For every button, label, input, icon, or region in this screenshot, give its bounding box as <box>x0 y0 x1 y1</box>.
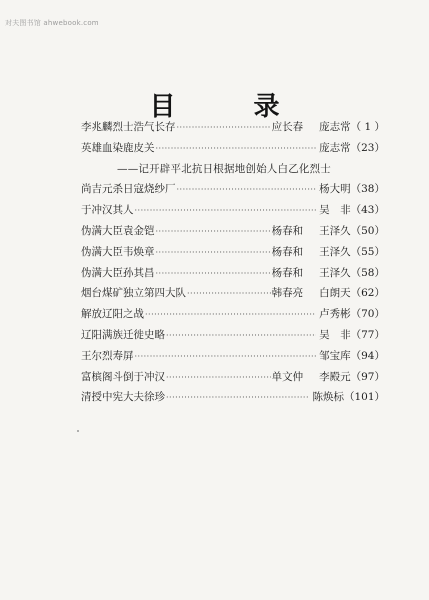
entry-page: 李殿元（97） <box>319 370 385 383</box>
toc-entry <box>81 369 385 390</box>
entry-title: 伪满大臣袁金铠 <box>81 224 155 237</box>
entry-page: 吴 非（43） <box>319 204 385 217</box>
entry-title: 英雄血染鹿皮关 <box>81 141 155 154</box>
leader-dots <box>187 289 271 298</box>
entry-page: 卢秀彬（70） <box>319 308 385 321</box>
toc-entry <box>81 389 385 410</box>
entry-author: 应长春 <box>271 121 304 133</box>
page-title <box>0 86 429 123</box>
leader-dots <box>156 144 317 153</box>
toc-entry <box>81 306 385 327</box>
title-char-left: 目 <box>149 92 176 122</box>
entry-page: 庞志常（23） <box>319 141 385 154</box>
leader-dots <box>156 248 271 257</box>
toc-entry <box>81 181 385 202</box>
entry-page: 吴 非（77） <box>319 328 385 341</box>
entry-title: 王尔烈寿屏 <box>81 349 134 362</box>
toc-entry <box>81 223 385 244</box>
entry-author: 杨春和 <box>271 224 304 237</box>
entry-subtitle: ——记开辟平北抗日根据地创始人白乙化烈士 <box>117 162 331 175</box>
entry-page: 杨大明（38） <box>319 183 385 196</box>
entry-page: 王泽久（50） <box>319 224 385 237</box>
toc-entry <box>81 327 385 348</box>
entry-page: 王泽久（55） <box>319 245 385 258</box>
leader-dots <box>145 310 316 319</box>
entry-page: 庞志常（ 1 ） <box>319 121 385 133</box>
leader-dots <box>177 123 271 132</box>
leader-dots <box>156 269 271 278</box>
entry-page: 王泽久（58） <box>319 266 385 279</box>
entry-page: 白朗天（62） <box>319 287 385 300</box>
entry-title: 清授中宪大夫徐珍 <box>81 391 165 404</box>
entry-page: 邹宝库（94） <box>319 349 385 362</box>
entry-title: 伪满大臣韦焕章 <box>81 245 155 258</box>
toc-entry <box>81 244 385 265</box>
toc-subtitle <box>81 161 385 182</box>
entry-author: 韩春亮 <box>271 287 304 300</box>
leader-dots <box>135 352 317 361</box>
entry-author: 杨春和 <box>271 266 304 279</box>
table-of-contents <box>81 119 385 410</box>
watermark-text: 对夫图书馆 ahwebook.com <box>5 19 99 27</box>
leader-dots <box>156 227 271 236</box>
entry-title: 伪满大臣孙其昌 <box>81 266 155 279</box>
leader-dots <box>166 373 271 382</box>
entry-author: 杨春和 <box>271 245 304 258</box>
entry-title: 解放辽阳之战 <box>81 308 144 321</box>
toc-entry <box>81 119 385 140</box>
paper-speck <box>77 430 79 432</box>
toc-entry <box>81 202 385 223</box>
leader-dots <box>166 331 316 340</box>
entry-title: 尚吉元杀日寇烧纱厂 <box>81 183 176 196</box>
toc-entry <box>81 265 385 286</box>
entry-title: 辽阳满族迁徙史略 <box>81 328 165 341</box>
toc-entry <box>81 348 385 369</box>
leader-dots <box>166 393 309 402</box>
toc-entry <box>81 285 385 306</box>
entry-title: 李兆麟烈士浩气长存 <box>81 121 176 133</box>
entry-title: 富槟阁斗倒于冲汉 <box>81 370 165 383</box>
leader-dots <box>135 206 317 215</box>
entry-title: 于冲汉其人 <box>81 204 134 217</box>
title-char-right: 录 <box>253 92 280 122</box>
entry-title: 烟台煤矿独立第四大队 <box>81 287 186 300</box>
toc-entry <box>81 140 385 161</box>
entry-author: 单文仲 <box>271 370 304 383</box>
leader-dots <box>177 185 317 194</box>
entry-page: 陈焕标（101） <box>312 391 385 404</box>
